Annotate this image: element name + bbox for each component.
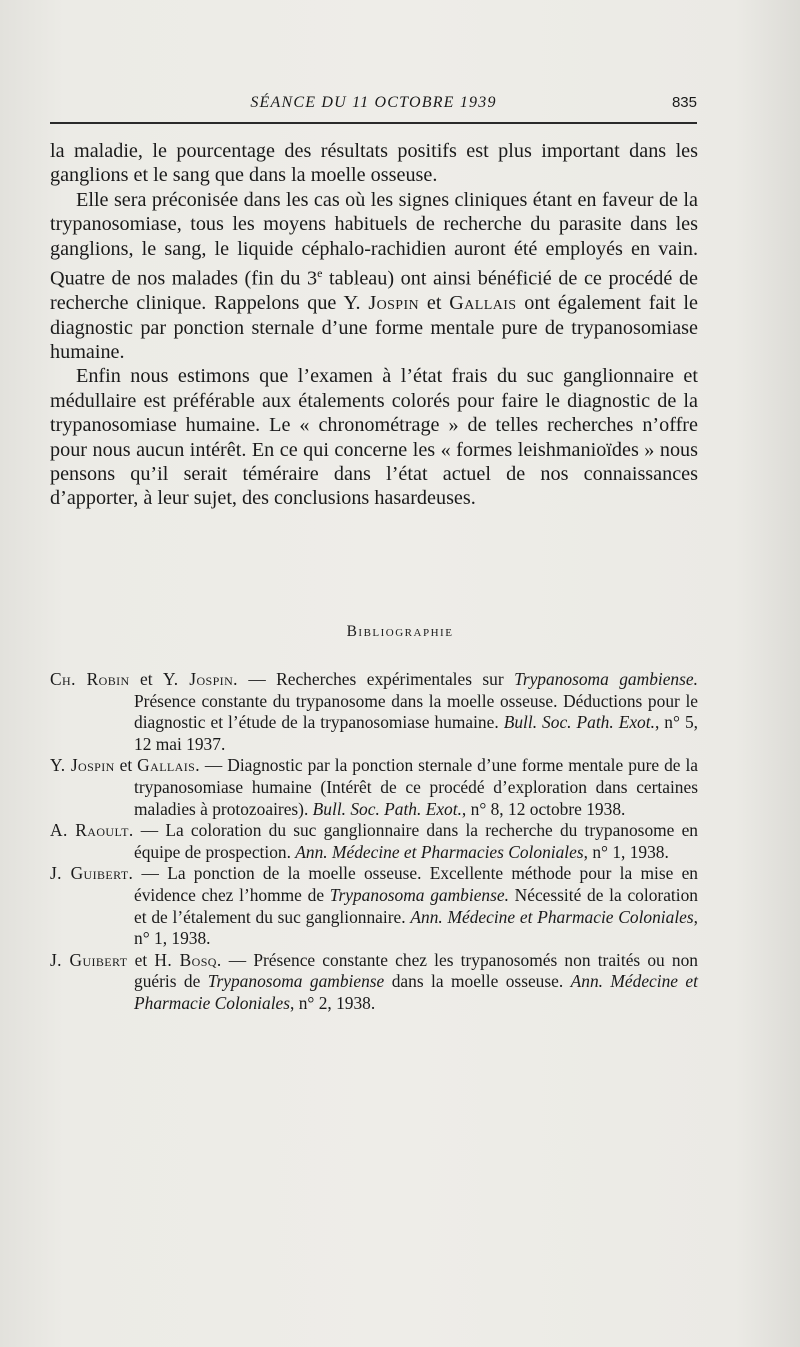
page-number: 835	[671, 94, 697, 111]
paragraph-2: Elle sera préconisée dans les cas où les signes cliniques étant en faveur de la trypanosomiase, tous les moyens habituels de recherche du parasite dans les ganglions, le sang, le liquide céphalo-rachidien auront été employés en vain. Quatre de nos malades (fin du 3e tableau) ont ainsi bénéficié de ce procédé de recherche clinique. Rappelons que Y. Jospin et Gallais ont également fait le diagnostic par ponction sternale d’une forme mentale pure de trypanosomiase humaine.	[50, 188, 699, 363]
bibliography-entry: J. Guibert et H. Bosq. — Présence constante chez les trypanosomés non traités ou non guéris de Trypanosoma gambiense dans la moelle osseuse. Ann. Médecine et Pharmacie Coloniales, n° 2, 1938.	[50, 949, 699, 1013]
header-rule	[50, 122, 697, 124]
bibliography-list	[50, 669, 698, 1015]
bibliography-entry: J. Guibert. — La ponction de la moelle osseuse. Excellente méthode pour la mise en évidence chez l’homme de Trypanosoma gambiense. Nécessité de la coloration et de l’étalement du suc ganglionnaire. Ann. Médecine et Pharmacie Coloniales, n° 1, 1938.	[50, 863, 698, 949]
bibliography-entry: Ch. Robin et Y. Jospin. — Recherches expérimentales sur Trypanosoma gambiense. Présence constante du trypanosome dans la moelle osseuse. Déductions pour le diagnostic et l’étude de la trypanosomiase humaine. Bull. Soc. Path. Exot., n° 5, 12 mai 1937.	[50, 669, 698, 754]
page-header	[50, 94, 697, 120]
bibliography-title: Bibliographie	[346, 623, 454, 640]
paragraph-3: Enfin nous estimons que l’examen à l’état frais du suc ganglionnaire et médullaire est préférable aux étalements colorés pour faire le diagnostic de la trypanosomiase humaine. Le « chronométrage » de telles recherches n’offre pour nous aucun intérêt. En ce qui concerne les « formes leishmanioïdes » nous pensons qu’il serait téméraire dans l’état actuel de nos connaissances d’apporter, à leur sujet, des conclusions hasardeuses.	[50, 365, 698, 510]
bibliography-entry: A. Raoult. — La coloration du suc ganglionnaire dans la recherche du trypanosome en équipe de prospection. Ann. Médecine et Pharmacies Coloniales, n° 1, 1938.	[50, 820, 698, 862]
bibliography-entry: Y. Jospin et Gallais. — Diagnostic par la ponction sternale d’une forme mentale pure de la trypanosomiase humaine (Intérêt de ce procédé d’exploration dans certaines maladies à protozoaires). Bull. Soc. Path. Exot., n° 8, 12 octobre 1938.	[50, 755, 699, 819]
paragraph-1: la maladie, le pourcentage des résultats positifs est plus important dans les ganglions et le sang que dans la moelle osseuse.	[50, 140, 698, 187]
body-text	[50, 139, 698, 511]
running-head: SÉANCE DU 11 OCTOBRE 1939	[250, 94, 497, 111]
